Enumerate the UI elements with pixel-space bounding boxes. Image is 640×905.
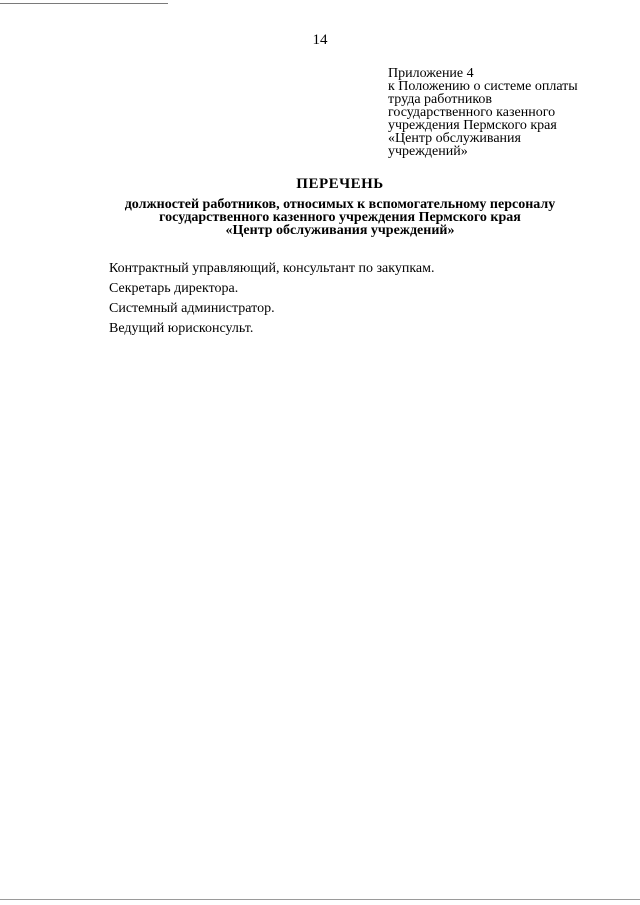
annex-line: учреждений»: [388, 144, 468, 159]
document-title: ПЕРЕЧЕНЬ: [296, 176, 384, 192]
annex-line: Приложение 4: [388, 66, 474, 81]
annex-line: государственного казенного: [388, 105, 556, 120]
position-item: Контрактный управляющий, консультант по закупкам.: [109, 261, 435, 276]
annex-reference-block: [388, 67, 618, 158]
subtitle-line: государственного казенного учреждения Пермского края: [159, 210, 521, 225]
annex-line: «Центр обслуживания: [388, 131, 521, 146]
annex-line: к Положению о системе оплаты: [388, 79, 578, 94]
positions-list: [109, 259, 589, 339]
document-subtitle: [0, 198, 640, 237]
subtitle-line: должностей работников, относимых к вспомогательному персоналу: [124, 197, 556, 212]
annex-line: учреждения Пермского края: [388, 118, 557, 133]
scan-edge-line-bottom: [0, 899, 640, 900]
position-item: Системный администратор.: [109, 301, 275, 316]
page-number: 14: [312, 32, 328, 48]
position-item: Секретарь директора.: [109, 281, 239, 296]
annex-line: труда работников: [388, 92, 493, 107]
position-item: Ведущий юрисконсульт.: [109, 321, 254, 336]
subtitle-line: «Центр обслуживания учреждений»: [225, 223, 455, 238]
scan-edge-line-top: [0, 3, 168, 4]
